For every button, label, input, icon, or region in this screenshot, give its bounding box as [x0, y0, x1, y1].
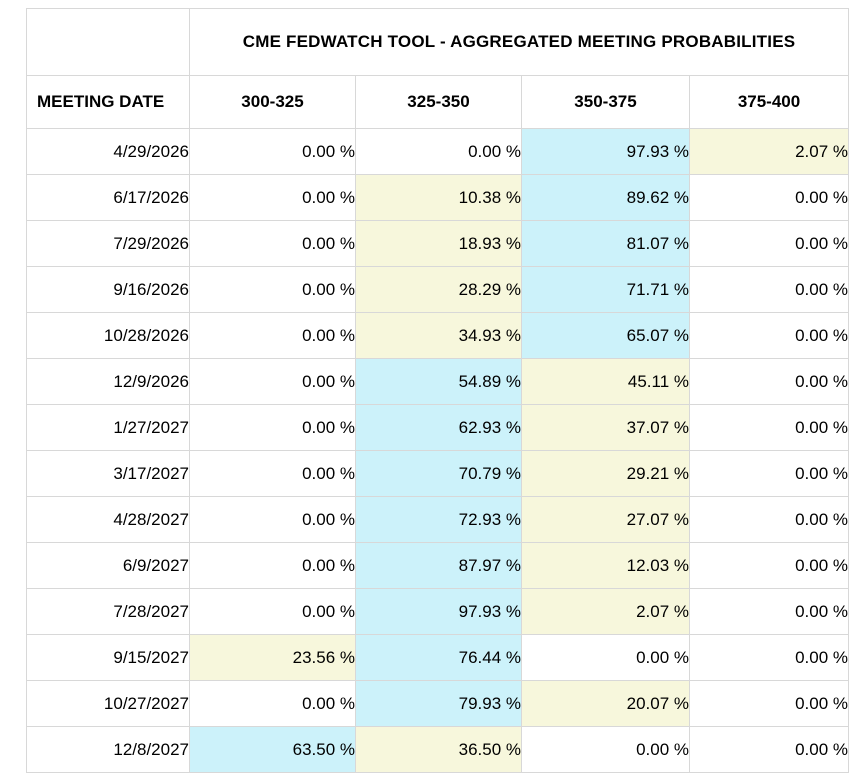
- table-row: [27, 681, 849, 727]
- corner-cell: [27, 9, 190, 76]
- table-row: [27, 635, 849, 681]
- meeting-date-cell: 4/28/2027: [27, 497, 190, 543]
- probability-cell: 0.00 %: [190, 175, 356, 221]
- header-row: [27, 76, 849, 129]
- probability-cell: 0.00 %: [190, 129, 356, 175]
- probability-cell: 0.00 %: [690, 451, 849, 497]
- table-body: [27, 9, 849, 773]
- meeting-date-cell: 10/28/2026: [27, 313, 190, 359]
- column-header-meeting-date: MEETING DATE: [27, 76, 190, 129]
- probability-cell: 20.07 %: [522, 681, 690, 727]
- probability-cell: 0.00 %: [190, 589, 356, 635]
- probability-cell: 0.00 %: [690, 313, 849, 359]
- probability-cell: 37.07 %: [522, 405, 690, 451]
- probability-cell: 65.07 %: [522, 313, 690, 359]
- probability-cell: 97.93 %: [522, 129, 690, 175]
- table-row: [27, 451, 849, 497]
- table-row: [27, 589, 849, 635]
- probability-cell: 0.00 %: [522, 727, 690, 773]
- probability-cell: 0.00 %: [690, 497, 849, 543]
- probability-cell: 29.21 %: [522, 451, 690, 497]
- probability-cell: 0.00 %: [190, 267, 356, 313]
- meeting-date-cell: 9/16/2026: [27, 267, 190, 313]
- table-row: [27, 221, 849, 267]
- probability-cell: 2.07 %: [522, 589, 690, 635]
- probability-cell: 0.00 %: [690, 267, 849, 313]
- probability-cell: 70.79 %: [356, 451, 522, 497]
- probability-cell: 0.00 %: [690, 175, 849, 221]
- probability-cell: 79.93 %: [356, 681, 522, 727]
- probability-cell: 63.50 %: [190, 727, 356, 773]
- fedwatch-probabilities-table: [26, 8, 849, 773]
- probability-cell: 0.00 %: [190, 681, 356, 727]
- table-row: [27, 359, 849, 405]
- meeting-date-cell: 12/8/2027: [27, 727, 190, 773]
- table-row: [27, 267, 849, 313]
- probability-cell: 2.07 %: [690, 129, 849, 175]
- probability-cell: 23.56 %: [190, 635, 356, 681]
- probability-cell: 28.29 %: [356, 267, 522, 313]
- meeting-date-cell: 9/15/2027: [27, 635, 190, 681]
- probability-cell: 0.00 %: [190, 405, 356, 451]
- table-row: [27, 543, 849, 589]
- table-row: [27, 313, 849, 359]
- probability-cell: 34.93 %: [356, 313, 522, 359]
- probability-cell: 0.00 %: [690, 359, 849, 405]
- probability-cell: 36.50 %: [356, 727, 522, 773]
- probability-cell: 76.44 %: [356, 635, 522, 681]
- meeting-date-cell: 12/9/2026: [27, 359, 190, 405]
- probability-cell: 18.93 %: [356, 221, 522, 267]
- probability-cell: 0.00 %: [356, 129, 522, 175]
- meeting-date-cell: 6/9/2027: [27, 543, 190, 589]
- probability-cell: 0.00 %: [690, 405, 849, 451]
- probability-cell: 45.11 %: [522, 359, 690, 405]
- probability-cell: 0.00 %: [690, 543, 849, 589]
- probability-cell: 71.71 %: [522, 267, 690, 313]
- probability-cell: 0.00 %: [190, 451, 356, 497]
- probability-cell: 62.93 %: [356, 405, 522, 451]
- probability-cell: 0.00 %: [522, 635, 690, 681]
- meeting-date-cell: 7/28/2027: [27, 589, 190, 635]
- meeting-date-cell: 10/27/2027: [27, 681, 190, 727]
- probability-cell: 0.00 %: [190, 497, 356, 543]
- column-header-range-4: 375-400: [690, 76, 849, 129]
- table-row: [27, 175, 849, 221]
- probability-cell: 89.62 %: [522, 175, 690, 221]
- probability-cell: 0.00 %: [190, 359, 356, 405]
- probability-cell: 87.97 %: [356, 543, 522, 589]
- meeting-date-cell: 1/27/2027: [27, 405, 190, 451]
- probability-cell: 0.00 %: [690, 221, 849, 267]
- table-row: [27, 405, 849, 451]
- probability-cell: 97.93 %: [356, 589, 522, 635]
- column-header-range-1: 300-325: [190, 76, 356, 129]
- column-header-range-3: 350-375: [522, 76, 690, 129]
- probability-cell: 0.00 %: [690, 635, 849, 681]
- meeting-date-cell: 4/29/2026: [27, 129, 190, 175]
- probability-cell: 0.00 %: [190, 221, 356, 267]
- meeting-date-cell: 3/17/2027: [27, 451, 190, 497]
- table-title: CME FEDWATCH TOOL - AGGREGATED MEETING PROBABILITIES: [190, 9, 849, 76]
- probability-cell: 0.00 %: [690, 727, 849, 773]
- probability-cell: 81.07 %: [522, 221, 690, 267]
- probability-cell: 0.00 %: [190, 543, 356, 589]
- probability-cell: 12.03 %: [522, 543, 690, 589]
- table-row: [27, 727, 849, 773]
- column-header-range-2: 325-350: [356, 76, 522, 129]
- probability-cell: 0.00 %: [690, 681, 849, 727]
- probability-cell: 10.38 %: [356, 175, 522, 221]
- probability-cell: 0.00 %: [190, 313, 356, 359]
- meeting-date-cell: 7/29/2026: [27, 221, 190, 267]
- probability-cell: 0.00 %: [690, 589, 849, 635]
- table-row: [27, 497, 849, 543]
- title-row: [27, 9, 849, 76]
- probability-cell: 27.07 %: [522, 497, 690, 543]
- probability-cell: 72.93 %: [356, 497, 522, 543]
- probability-cell: 54.89 %: [356, 359, 522, 405]
- table-row: [27, 129, 849, 175]
- meeting-date-cell: 6/17/2026: [27, 175, 190, 221]
